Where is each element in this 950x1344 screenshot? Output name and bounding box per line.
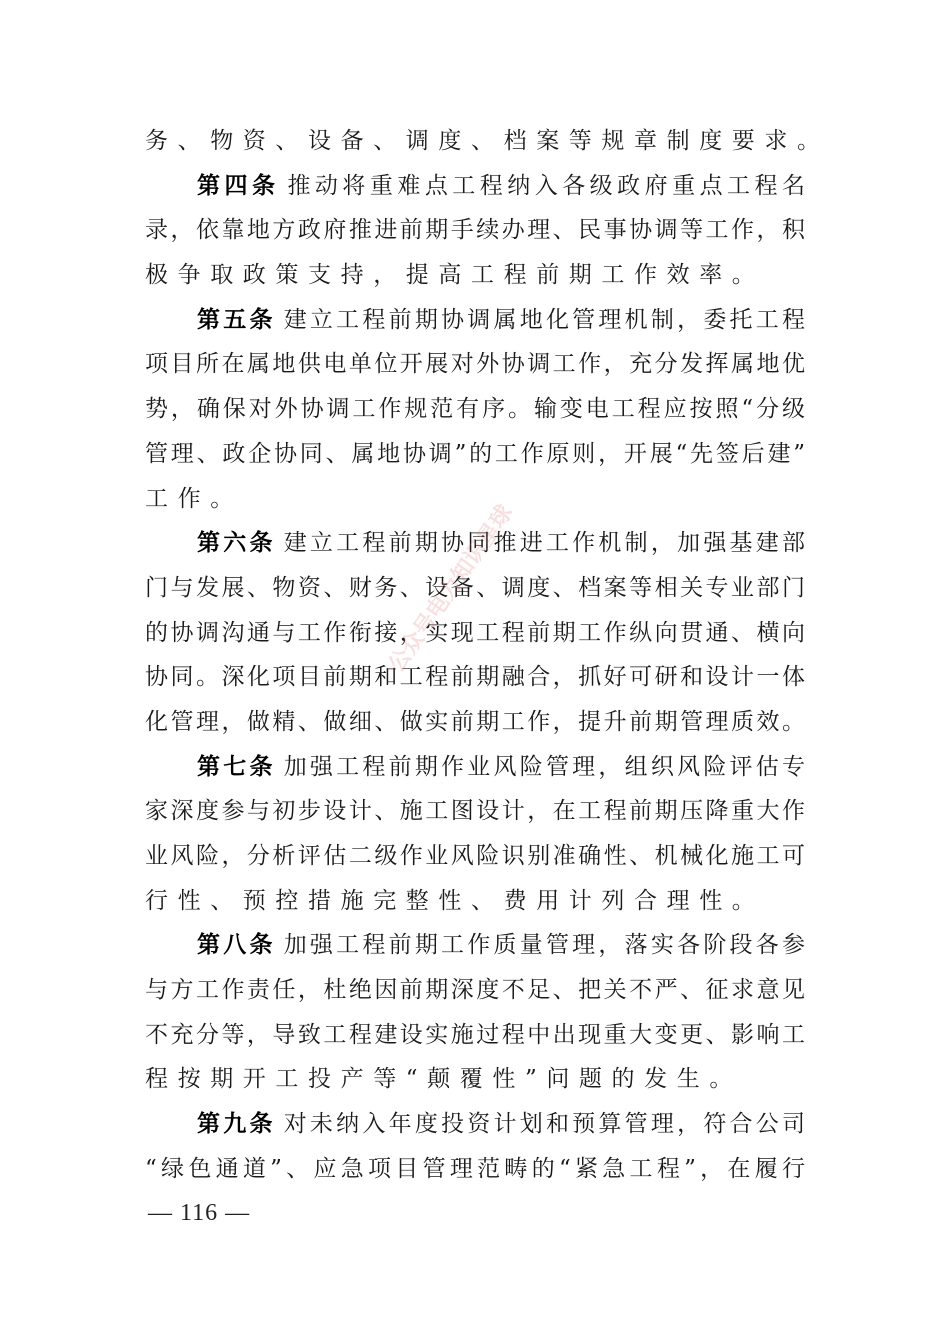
article-heading: 第五条 — [197, 305, 276, 333]
article-heading: 第七条 — [197, 752, 276, 780]
article-heading: 第六条 — [197, 529, 276, 557]
body-text — [145, 119, 830, 1192]
watermark: 公众号电力知识星球 — [384, 500, 519, 678]
article-9-first-line: 第九条 对未纳入年度投资计划和预算管理，符合公司 — [197, 1110, 806, 1138]
article-heading: 第九条 — [197, 1110, 276, 1138]
article-7-first-line: 第七条 加强工程前期作业风险管理，组织风险评估专 — [197, 752, 806, 780]
article-4-first-line: 第四条 推动将重难点工程纳入各级政府重点工程名 — [197, 171, 806, 199]
article-8-first-line: 第八条 加强工程前期工作质量管理，落实各阶段各参 — [197, 931, 806, 959]
text-line: “绿色通道”、应急项目管理范畴的“紧急工程”，在履行 — [145, 1155, 805, 1182]
text-line: 化管理，做精、做细、做实前期工作，提升前期管理质效。 — [145, 708, 805, 735]
text-line: 务、物资、设备、调度、档案等规章制度要求。 — [145, 128, 830, 154]
article-5-first-line: 第五条 建立工程前期协调属地化管理机制，委托工程 — [197, 305, 806, 333]
text-line: 不充分等，导致工程建设实施过程中出现重大变更、影响工 — [145, 1021, 805, 1048]
text-line: 势，确保对外协调工作规范有序。输变电工程应按照“分级 — [145, 396, 805, 423]
article-6-first-line: 第六条 建立工程前期协同推进工作机制，加强基建部 — [197, 529, 806, 557]
article-heading: 第四条 — [197, 171, 280, 199]
text-line: 录，依靠地方政府推进前期手续办理、民事协调等工作，积 — [145, 217, 805, 244]
text-line: 业风险，分析评估二级作业风险识别准确性、机械化施工可 — [145, 843, 805, 869]
text-line: 与方工作责任，杜绝因前期深度不足、把关不严、征求意见 — [145, 977, 805, 1004]
text-line: 工作。 — [145, 485, 243, 512]
text-line: 极争取政策支持，提高工程前期工作效率。 — [145, 262, 765, 289]
text-line: 的协调沟通与工作衔接，实现工程前期工作纵向贯通、横向 — [145, 619, 805, 646]
text-line: 程按期开工投产等“颠覆性”问题的发生。 — [145, 1066, 742, 1093]
text-line: 管理、政企协同、属地协调”的工作原则，开展“先签后建” — [145, 440, 805, 467]
text-line: 行性、预控措施完整性、费用计列合理性。 — [145, 887, 765, 914]
article-heading: 第八条 — [197, 931, 276, 959]
text-line: 协同。深化项目前期和工程前期融合，抓好可研和设计一体 — [145, 664, 805, 691]
text-line: 项目所在属地供电单位开展对外协调工作，充分发挥属地优 — [145, 351, 805, 378]
page-number: — 116 — — [148, 1200, 251, 1226]
text-line: 门与发展、物资、财务、设备、调度、档案等相关专业部门 — [145, 574, 805, 601]
text-line: 家深度参与初步设计、施工图设计，在工程前期压降重大作 — [145, 798, 805, 825]
